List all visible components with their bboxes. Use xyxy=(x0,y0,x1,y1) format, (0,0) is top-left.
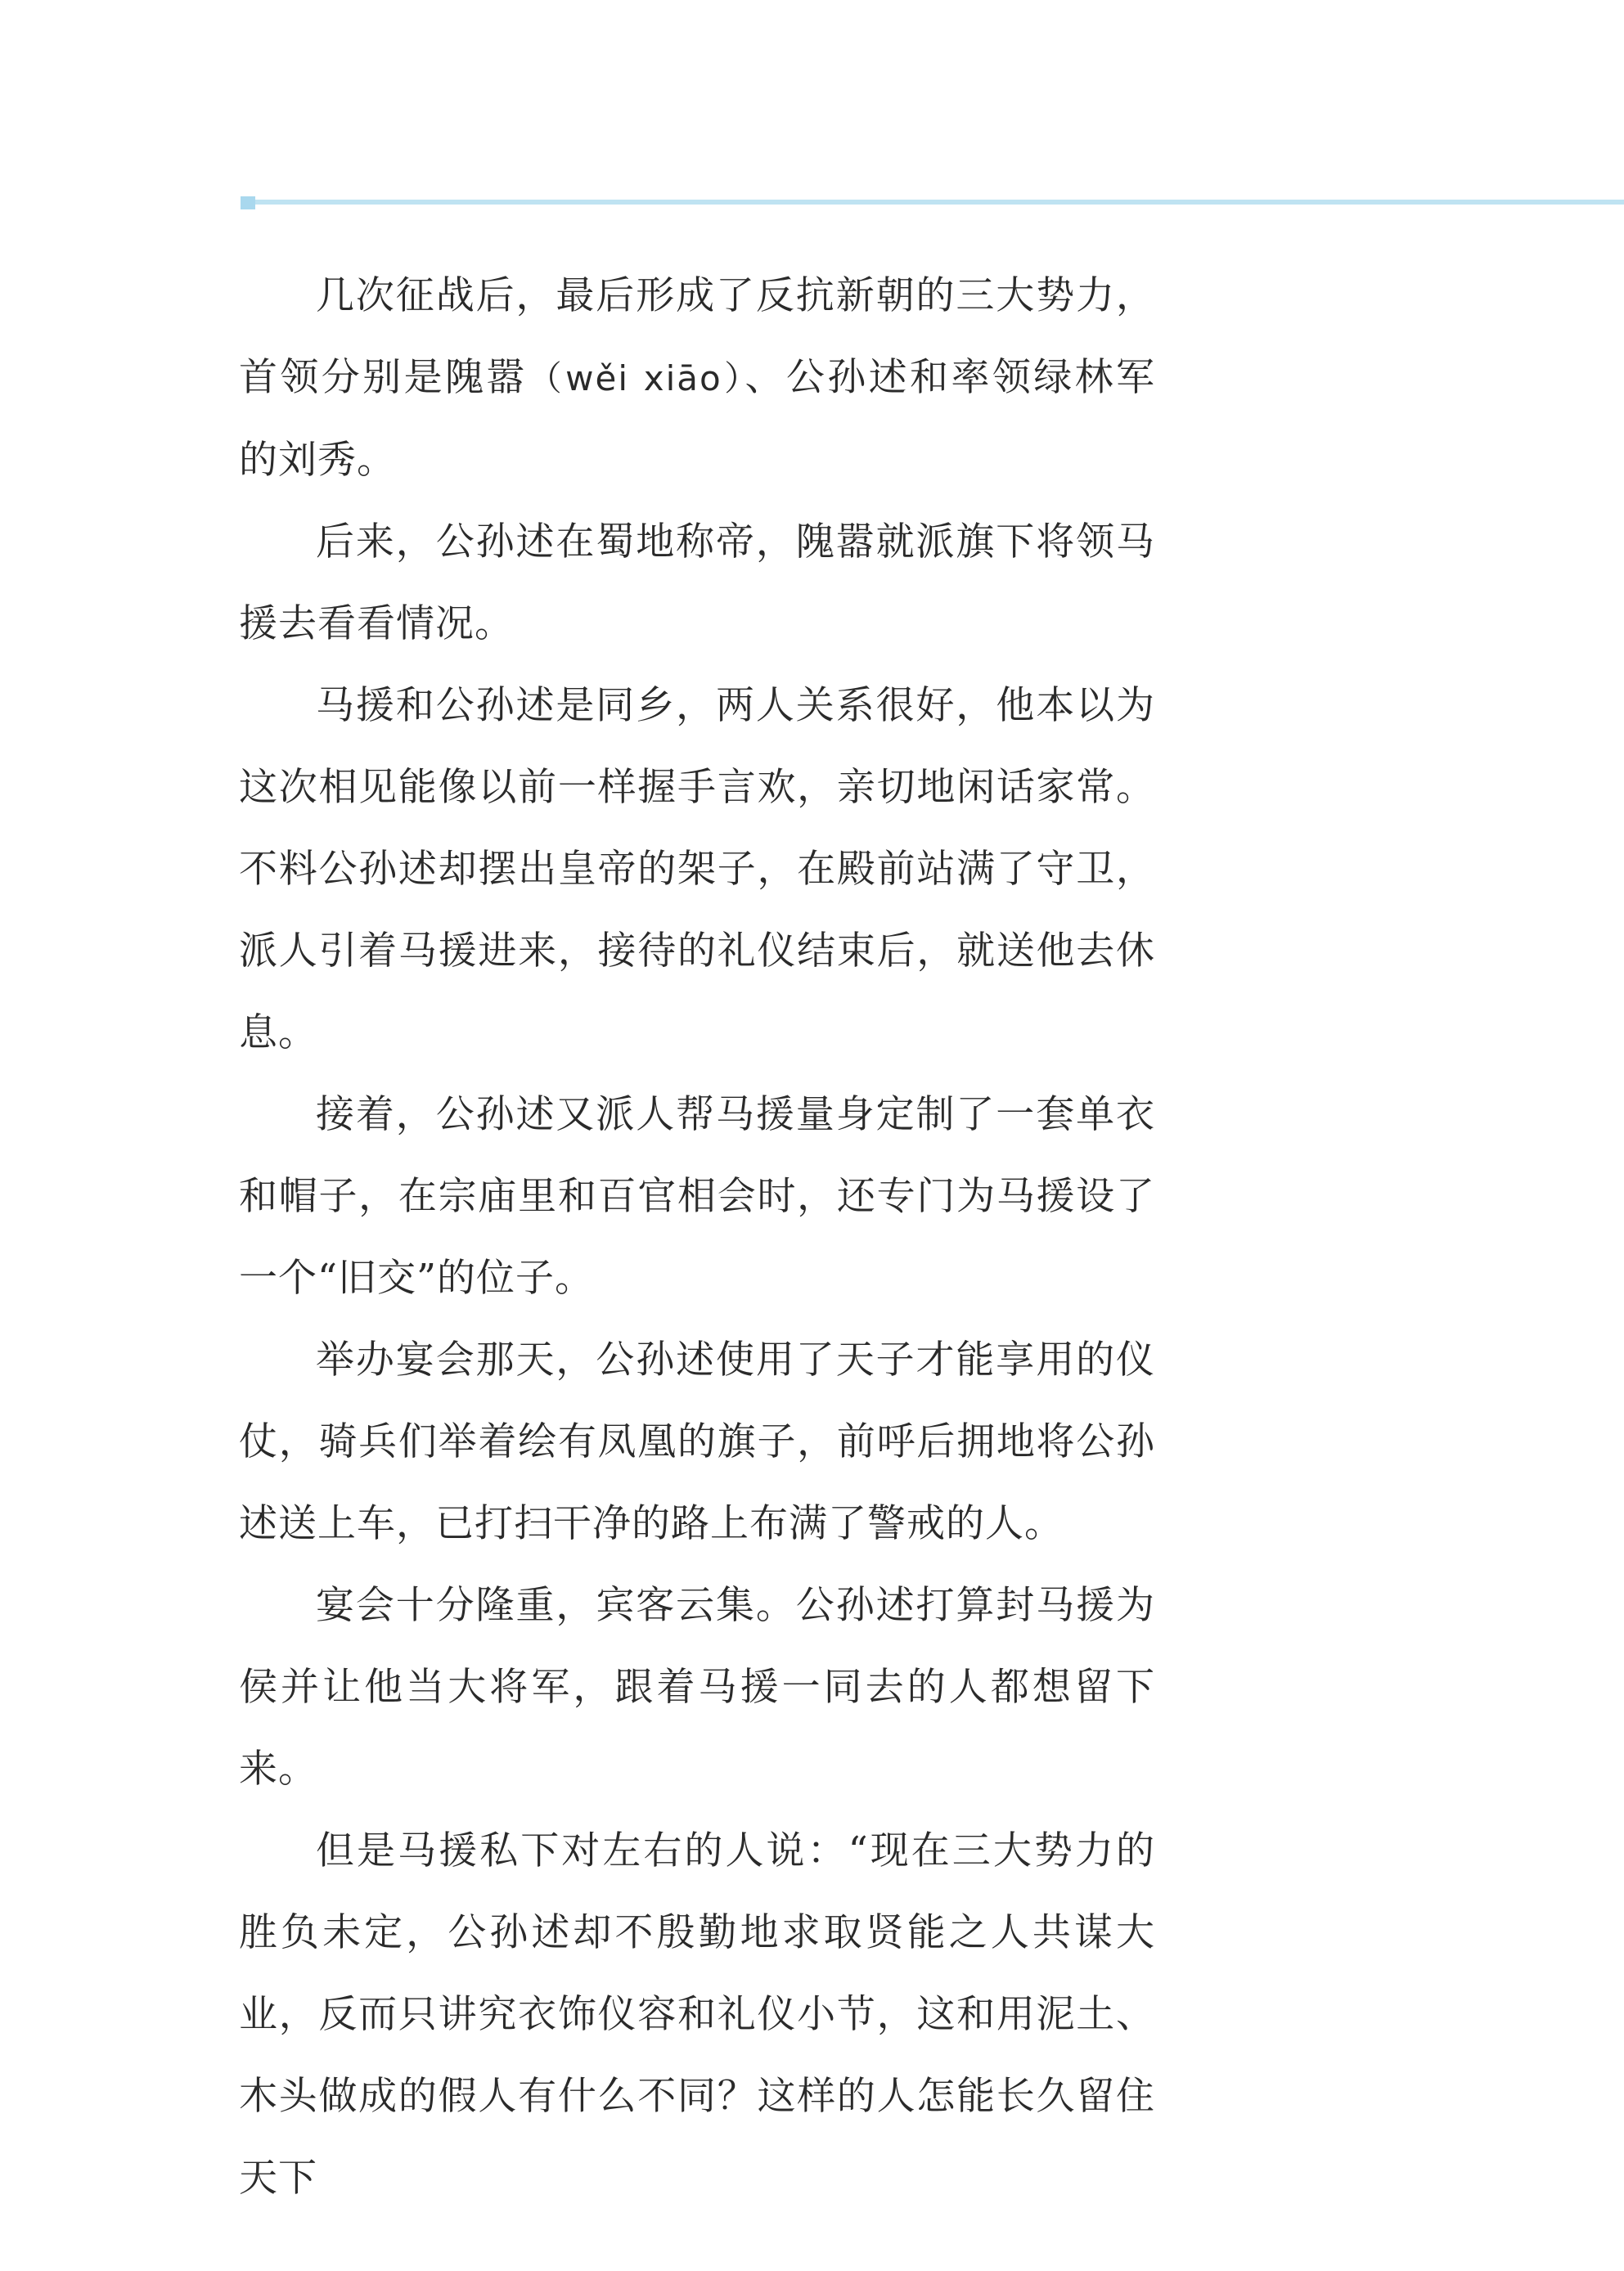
paragraph-5: 举办宴会那天，公孙述使用了天子才能享用的仪仗，骑兵们举着绘有凤凰的旗子，前呼后拥地将公孙述送上车，已打扫干净的路上布满了警戒的人。 xyxy=(239,1338,1155,1546)
paragraph-6: 宴会十分隆重，宾客云集。公孙述打算封马援为侯并让他当大将军，跟着马援一同去的人都想留下来。 xyxy=(239,1583,1155,1792)
body-text xyxy=(239,255,1155,2219)
paragraph-2: 后来，公孙述在蜀地称帝，隗嚣就派旗下将领马援去看看情况。 xyxy=(239,519,1155,646)
paragraph-7: 但是马援私下对左右的人说：“现在三大势力的胜负未定，公孙述却不殷勤地求取贤能之人共谋大业，反而只讲究衣饰仪容和礼仪小节，这和用泥土、木头做成的假人有什么不同？这样的人怎能长久留住天下 xyxy=(239,1828,1155,2201)
header-rule xyxy=(245,200,1624,205)
paragraph-3: 马援和公孙述是同乡，两人关系很好，他本以为这次相见能像以前一样握手言欢，亲切地闲话家常。不料公孙述却摆出皇帝的架子，在殿前站满了守卫，派人引着马援进来，接待的礼仪结束后，就送他去休息。 xyxy=(239,683,1155,1055)
paragraph-1-text-start: 几次征战后，最后形成了反抗新朝的三大势力，首领分别是隗嚣 xyxy=(239,273,1155,400)
paragraph-4: 接着，公孙述又派人帮马援量身定制了一套单衣和帽子，在宗庙里和百官相会时，还专门为马援设了一个“旧交”的位子。 xyxy=(239,1092,1155,1301)
paragraph-1-text-end: 、公孙述和率领绿林军的刘秀。 xyxy=(239,355,1156,483)
header-square-marker xyxy=(241,196,255,209)
paragraph-1 xyxy=(239,255,1155,501)
pinyin-annotation: （wěi xiāo） xyxy=(527,358,745,398)
